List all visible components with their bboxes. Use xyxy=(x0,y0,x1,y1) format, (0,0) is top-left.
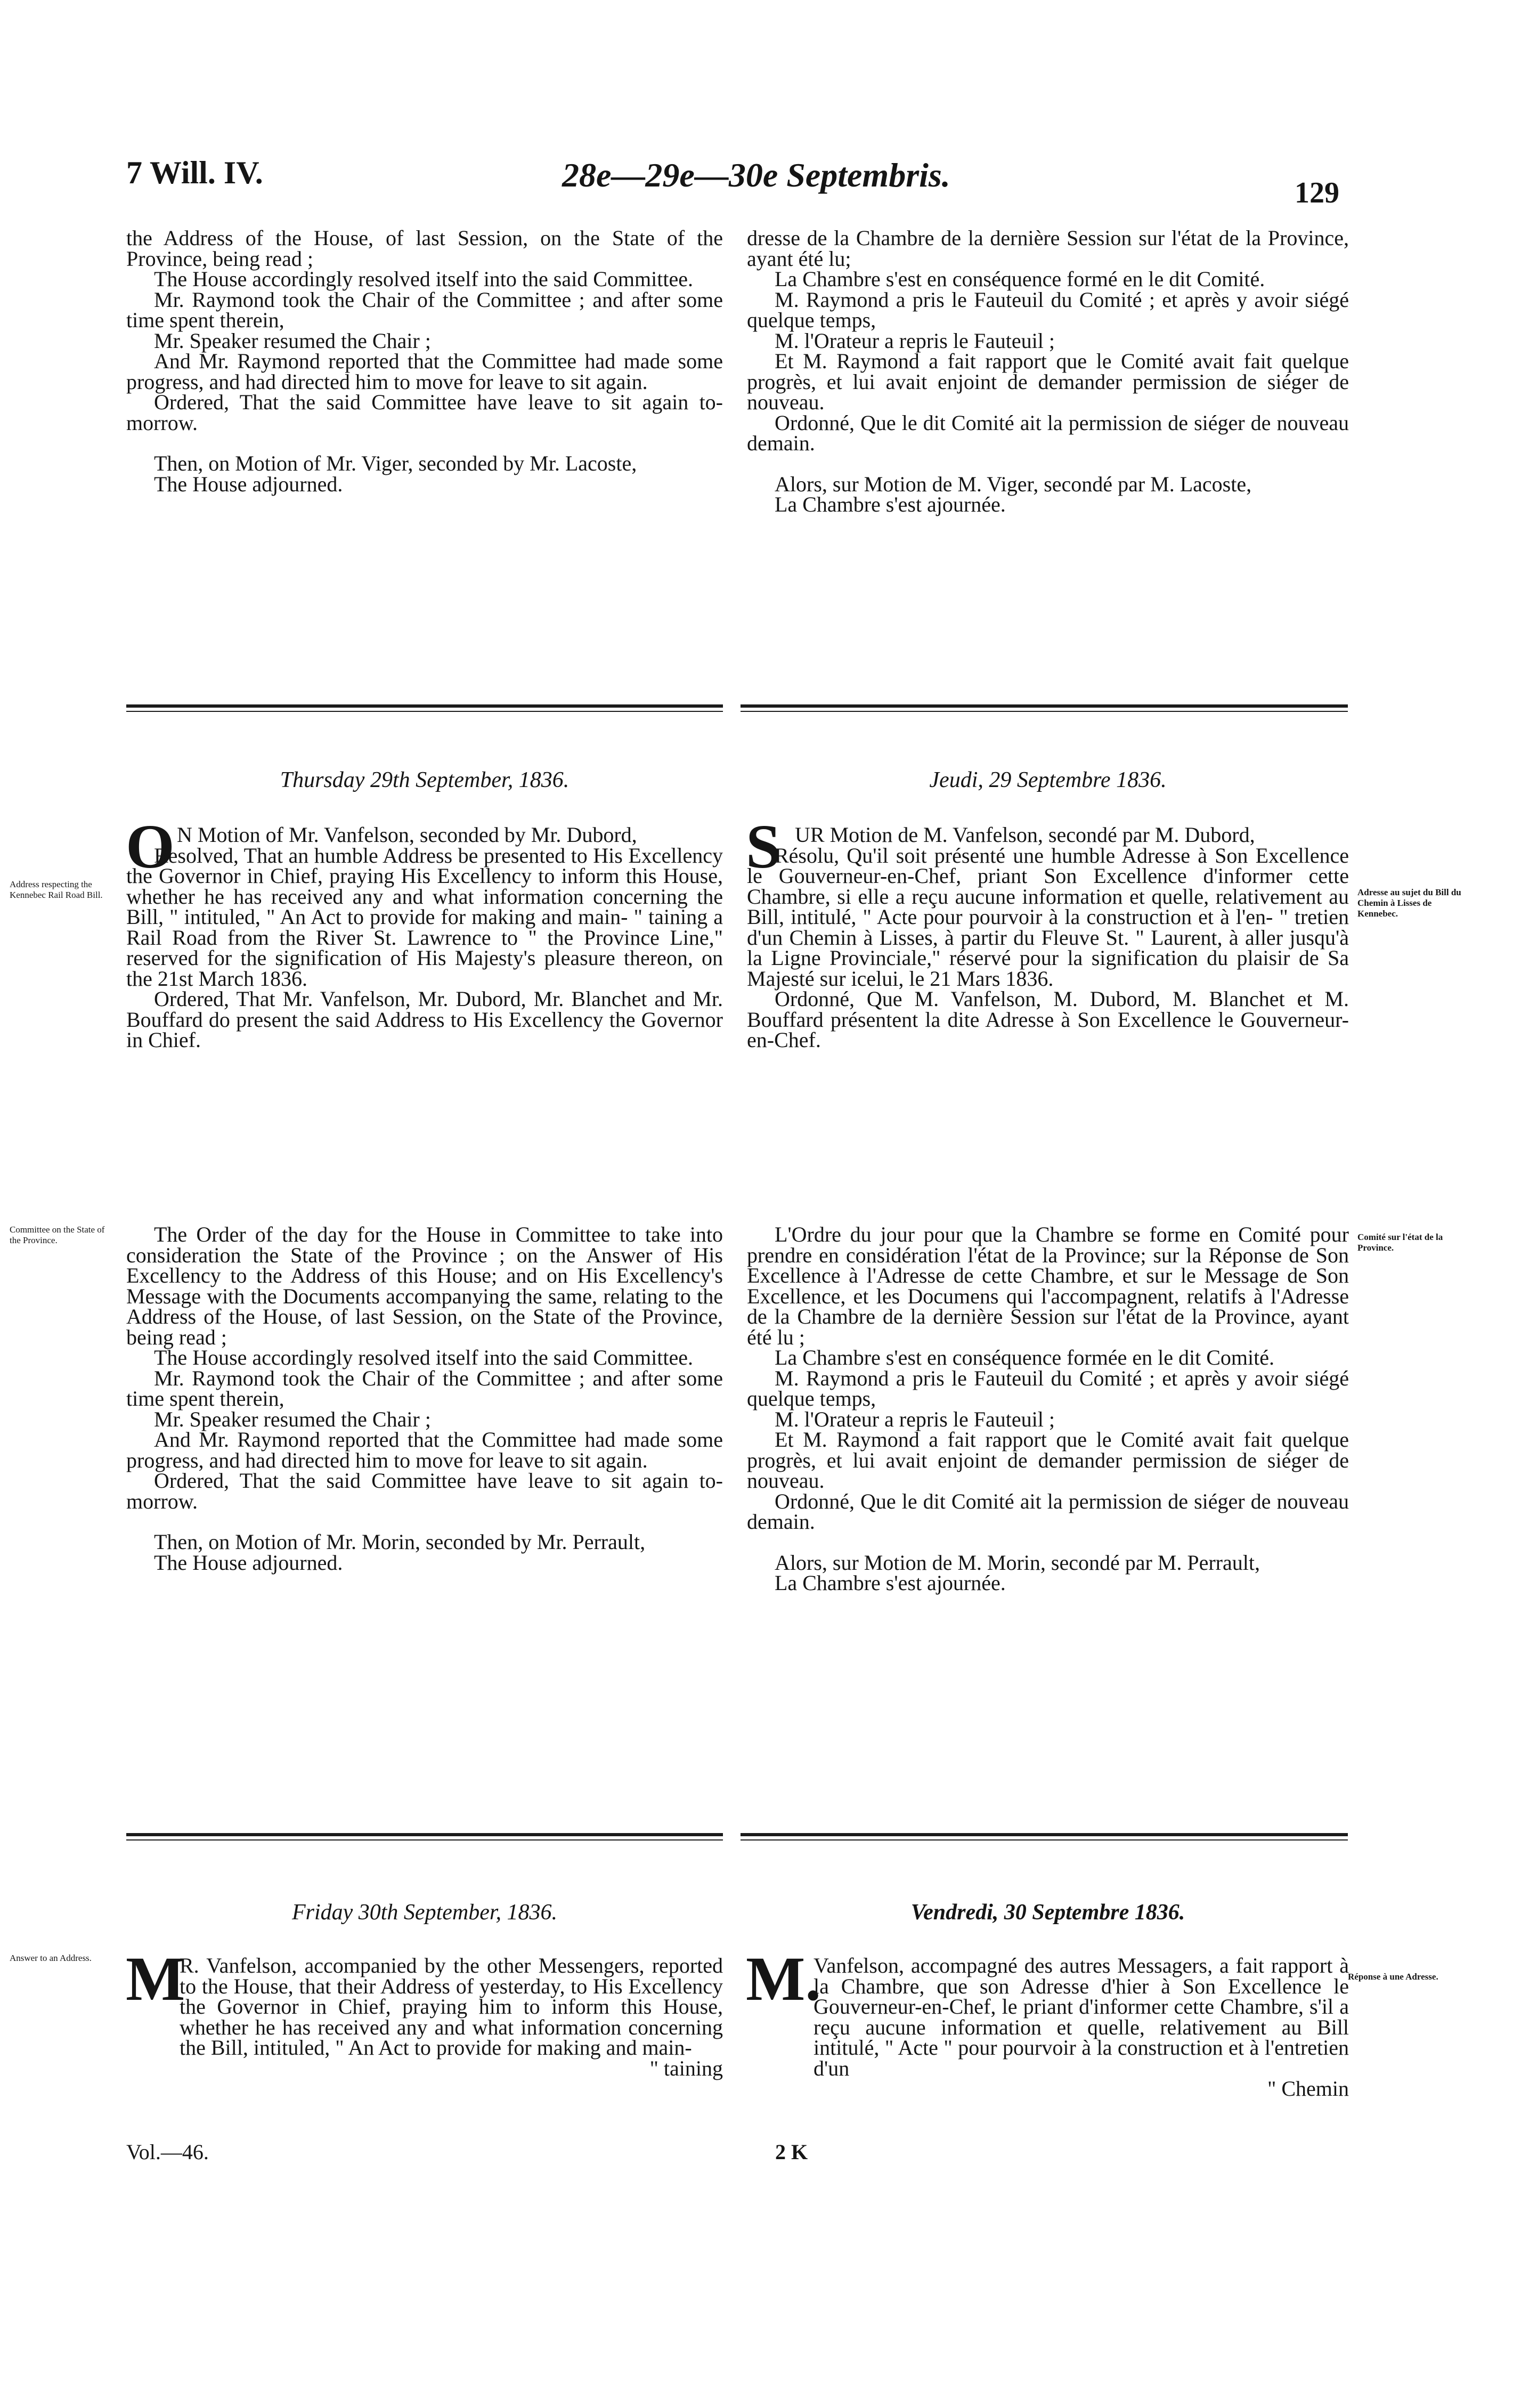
drop-cap: M. xyxy=(746,1944,821,2014)
drop-cap: M xyxy=(126,1944,185,2014)
catchword: " taining xyxy=(649,2056,723,2080)
section-divider xyxy=(126,1833,723,1836)
thursday-english-column xyxy=(126,825,723,1051)
margin-note: Committee on the State of the Province. xyxy=(10,1225,105,1245)
catchword: " Chemin xyxy=(1267,2077,1349,2101)
signature-mark: 2 K xyxy=(775,2140,808,2164)
paragraph: And Mr. Raymond reported that the Committee had made some progress, and had directed him to move for leave to sit again. xyxy=(126,349,723,394)
paragraph: The House adjourned. xyxy=(154,472,343,496)
section-divider xyxy=(126,1839,723,1841)
paragraph: Ordered, That the said Committee have leave to sit again to-morrow. xyxy=(126,390,723,435)
paragraph: M. Raymond a pris le Fauteuil du Comité ; et après y avoir siégé quelque temps, xyxy=(747,287,1349,332)
date-heading-english: Thursday 29th September, 1836. xyxy=(280,768,570,792)
paragraph: Then, on Motion of Mr. Viger, seconded by Mr. Lacoste, xyxy=(154,451,637,475)
date-heading-french: Vendredi, 30 Septembre 1836. xyxy=(910,1900,1185,1925)
paragraph: La Chambre s'est ajournée. xyxy=(775,1571,1006,1595)
friday-english-column xyxy=(126,1953,723,2080)
committee-english-column xyxy=(126,1222,723,1575)
margin-note: Comité sur l'état de la Province. xyxy=(1357,1232,1443,1253)
friday-french-column xyxy=(747,1953,1349,2101)
thursday-french-column xyxy=(747,825,1349,1051)
paragraph: The Order of the day for the House in Committee to take into consideration the State of the Province ; on the Answer of His Excellency to the Address of this House; and on His Excellency's Message with the Documents accompanying the same, relating to the Address of the House, of last Session, on the State of the Province, being read ; xyxy=(126,1222,723,1349)
paragraph: Alors, sur Motion de M. Viger, secondé par M. Lacoste, xyxy=(775,472,1252,496)
paragraph: La Chambre s'est ajournée. xyxy=(775,492,1006,516)
paragraph: Vanfelson, accompagné des autres Messagers, a fait rapport à la Chambre, que son Adresse d'hier à Son Excellence le Gouverneur-en-Chef, le priant d'informer cette Chambre, s'il a reçu aucune information et quelle, relativement au Bill intitulé, " Acte " pour pourvoir à la construction et à l'entretien d'un xyxy=(814,1953,1349,2080)
paragraph: N Motion of Mr. Vanfelson, seconded by Mr. Dubord, xyxy=(177,823,637,847)
drop-cap: S xyxy=(746,812,781,881)
paragraph: R. Vanfelson, accompanied by the other Messengers, reported to the House, that their Address of yesterday, to His Excellency the Governor in Chief, praying him to inform this House, whether he has received any and what information concerning the Bill, intituled, " An Act to provide for making and main- xyxy=(180,1953,723,2060)
committee-french-column xyxy=(747,1222,1349,1595)
paragraph: M. l'Orateur a repris le Fauteuil ; xyxy=(775,328,1055,353)
paragraph: UR Motion de M. Vanfelson, secondé par M. Dubord, xyxy=(795,823,1255,847)
paragraph: Et M. Raymond a fait rapport que le Comité avait fait quelque progrès, et lui avait enjoint de demander permission de siéger de nouveau. xyxy=(747,349,1349,414)
paragraph: Then, on Motion of Mr. Morin, seconded by Mr. Perrault, xyxy=(154,1530,646,1554)
top-english-column xyxy=(126,228,723,494)
margin-note: Address respecting the Kennebec Rail Road Bill. xyxy=(10,879,103,900)
date-heading-english: Friday 30th September, 1836. xyxy=(291,1900,558,1925)
paragraph: Et M. Raymond a fait rapport que le Comité avait fait quelque progrès, et lui avait enjoint de demander permission de siéger de nouveau. xyxy=(747,1428,1349,1493)
page-number: 129 xyxy=(1295,176,1339,209)
paragraph: L'Ordre du jour pour que la Chambre se forme en Comité pour prendre en considération l'état de la Province; sur la Réponse de Son Excellence à l'Adresse de cette Chambre, et sur le Message de Son Excellence, et les Documens qui l'accompagnent, relatifs à l'Adresse de la Chambre de la dernière Session sur l'état de la Province, ayant été lu ; xyxy=(747,1222,1349,1349)
section-divider xyxy=(741,704,1348,708)
margin-note: Answer to an Address. xyxy=(10,1953,92,1963)
paragraph: The House accordingly resolved itself into the said Committee. xyxy=(154,1345,693,1369)
paragraph: the Address of the House, of last Session, on the State of the Province, being read ; xyxy=(126,226,723,271)
margin-note: Réponse à une Adresse. xyxy=(1348,1972,1438,1982)
paragraph: Resolved, That an humble Address be presented to His Excellency the Governor in Chief, praying His Excellency to inform this House, whether he has received any and what information concerning the Bill, " intituled, " An Act to provide for making and main- " taining a Rail Road from the River St. Lawrence to " the Province Line," reserved for the signification of His Majesty's pleasure thereon, on the 21st March 1836. xyxy=(126,843,723,991)
paragraph: Ordonné, Que M. Vanfelson, M. Dubord, M. Blanchet et M. Bouffard présentent la dite Adresse à Son Excellence le Gouverneur-en-Chef. xyxy=(747,987,1349,1052)
margin-note: Adresse au sujet du Bill du Chemin à Lisses de Kennebec. xyxy=(1357,887,1461,919)
paragraph: The House accordingly resolved itself into the said Committee. xyxy=(154,267,693,291)
paragraph: The House adjourned. xyxy=(154,1550,343,1575)
section-divider xyxy=(741,711,1348,712)
paragraph: Mr. Speaker resumed the Chair ; xyxy=(154,1407,431,1431)
paragraph: La Chambre s'est en conséquence formée en le dit Comité. xyxy=(775,1345,1274,1369)
paragraph: Ordonné, Que le dit Comité ait la permission de siéger de nouveau demain. xyxy=(747,410,1349,455)
paragraph: Ordonné, Que le dit Comité ait la permission de siéger de nouveau demain. xyxy=(747,1489,1349,1534)
top-french-column xyxy=(747,228,1349,515)
paragraph: Alors, sur Motion de M. Morin, secondé par M. Perrault, xyxy=(775,1550,1260,1575)
section-divider xyxy=(126,711,723,712)
paragraph: La Chambre s'est en conséquence formé en le dit Comité. xyxy=(775,267,1265,291)
running-head-title: 28e—29e—30e Septembris. xyxy=(562,156,950,194)
date-heading-french: Jeudi, 29 Septembre 1836. xyxy=(929,768,1167,792)
paragraph: Mr. Raymond took the Chair of the Committee ; and after some time spent therein, xyxy=(126,1366,723,1410)
section-divider xyxy=(741,1833,1348,1836)
volume-mark: Vol.—46. xyxy=(126,2140,209,2164)
paragraph: And Mr. Raymond reported that the Committee had made some progress, and had directed him to move for leave to sit again. xyxy=(126,1428,723,1472)
running-head-regnal-year: 7 Will. IV. xyxy=(126,155,263,190)
paragraph: dresse de la Chambre de la dernière Session sur l'état de la Province, ayant été lu; xyxy=(747,226,1349,271)
paragraph: Mr. Speaker resumed the Chair ; xyxy=(154,328,431,353)
paragraph: M. Raymond a pris le Fauteuil du Comité ; et après y avoir siégé quelque temps, xyxy=(747,1366,1349,1410)
paragraph: Mr. Raymond took the Chair of the Committee ; and after some time spent therein, xyxy=(126,287,723,332)
paragraph: Ordered, That Mr. Vanfelson, Mr. Dubord, Mr. Blanchet and Mr. Bouffard do present the said Address to His Excellency the Governor in Chief. xyxy=(126,987,723,1052)
paragraph: M. l'Orateur a repris le Fauteuil ; xyxy=(775,1407,1055,1431)
section-divider xyxy=(741,1839,1348,1841)
drop-cap: O xyxy=(126,812,175,881)
section-divider xyxy=(126,704,723,708)
paragraph: Résolu, Qu'il soit présenté une humble Adresse à Son Excellence le Gouverneur-en-Chef, priant Son Excellence d'informer cette Chambre, si elle a reçu aucune information et quelle, relativement au Bill, intitulé, " Acte pour pourvoir à la construction et à l'en- " tretien d'un Chemin à Lisses, à partir du Fleuve St. " Laurent, à aller jusqu'à la Ligne Provinciale," réservé pour la signification du plaisir de Sa Majesté sur icelui, le 21 Mars 1836. xyxy=(747,843,1349,991)
paragraph: Ordered, That the said Committee have leave to sit again to-morrow. xyxy=(126,1469,723,1513)
